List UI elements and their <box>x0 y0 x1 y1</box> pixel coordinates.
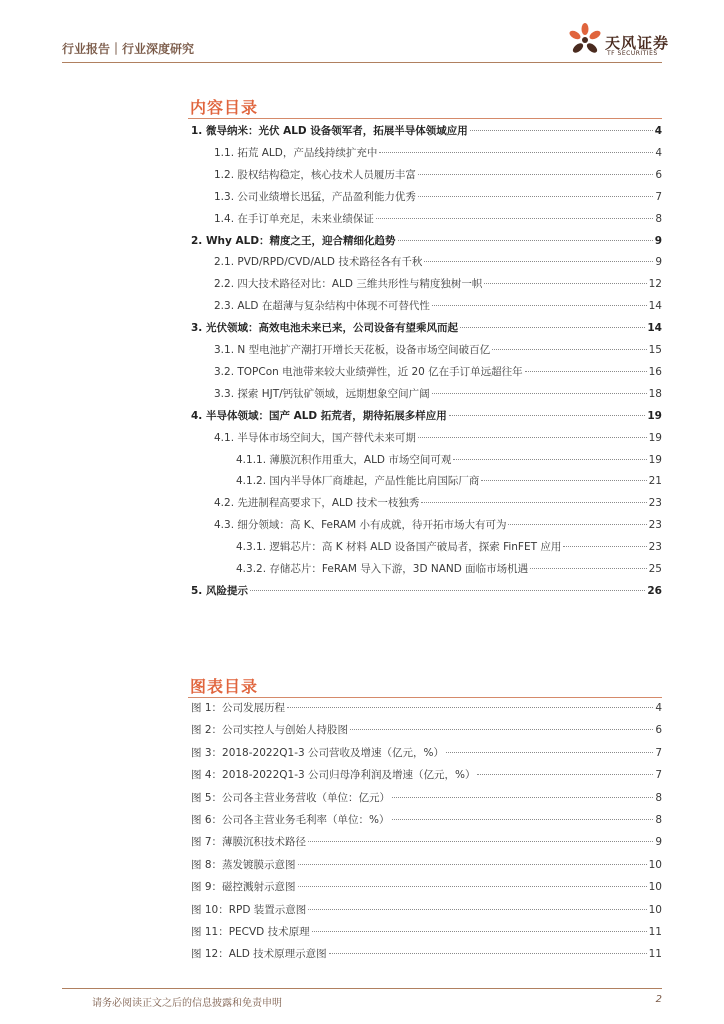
entry-page-number: 4 <box>655 146 662 159</box>
entry-page-number: 23 <box>648 497 662 510</box>
entry-title: 2.1. PVD/RPD/CVD/ALD 技术路径各有千秋 <box>214 256 423 269</box>
dot-leader <box>398 240 653 241</box>
toc-entry[interactable] <box>191 583 662 601</box>
entry-title: 4.2. 先进制程高要求下，ALD 技术一枝独秀 <box>214 497 420 510</box>
entry-title: 图 12：ALD 技术原理示意图 <box>191 948 327 961</box>
entry-title: 2.3. ALD 在超薄与复杂结构中体现不可替代性 <box>214 300 430 313</box>
entry-page-number: 8 <box>655 212 662 225</box>
entry-page-number: 9 <box>655 836 662 849</box>
entry-title: 4.3.2. 存储芯片：FeRAM 导入下游，3D NAND 面临市场机遇 <box>236 563 529 575</box>
entry-page-number: 23 <box>648 541 662 554</box>
dot-leader <box>308 841 653 842</box>
entry-page-number: 19 <box>648 453 662 466</box>
entry-page-number: 14 <box>648 300 662 313</box>
entry-page-number: 6 <box>655 168 662 181</box>
figure-entry[interactable] <box>191 946 662 964</box>
figure-entry[interactable] <box>191 700 662 718</box>
dot-leader <box>287 707 653 708</box>
entry-title: 图 3：2018-2022Q1-3 公司营收及增速（亿元，%） <box>191 746 444 759</box>
toc-entry[interactable] <box>191 123 662 141</box>
entry-page-number: 10 <box>648 858 662 871</box>
dot-leader <box>530 568 646 569</box>
toc-entry[interactable] <box>236 452 662 470</box>
entry-page-number: 25 <box>648 563 662 575</box>
entry-page-number: 26 <box>647 584 662 597</box>
entry-title: 4. 半导体领域：国产 ALD 拓荒者，期待拓展多样应用 <box>191 409 447 422</box>
figure-entry[interactable] <box>191 767 662 785</box>
entry-title: 图 8：蒸发镀膜示意图 <box>191 858 296 871</box>
toc-entry[interactable] <box>191 233 662 251</box>
entry-title: 1.1. 拓荒 ALD，产品线持续扩充中 <box>214 146 378 159</box>
entry-page-number: 12 <box>648 278 662 291</box>
toc-title: 内容目录 <box>190 98 259 117</box>
toc-entry[interactable] <box>214 386 662 404</box>
entry-title: 3. 光伏领域：高效电池未来已来，公司设备有望乘风而起 <box>191 322 458 335</box>
entry-title: 图 11：PECVD 技术原理 <box>191 926 310 938</box>
dot-leader <box>460 327 645 328</box>
toc-entry[interactable] <box>214 167 662 185</box>
entry-page-number: 10 <box>648 881 662 894</box>
dot-leader <box>376 218 653 219</box>
entry-title: 1.3. 公司业绩增长迅猛，产品盈利能力优秀 <box>214 190 416 203</box>
toc-title-rule <box>188 118 662 119</box>
figure-entry[interactable] <box>191 834 662 852</box>
figure-entry[interactable] <box>191 857 662 875</box>
entry-page-number: 15 <box>648 344 662 356</box>
toc-entry[interactable] <box>214 495 662 513</box>
entry-page-number: 4 <box>654 125 662 137</box>
dot-leader <box>424 261 653 262</box>
entry-title: 4.1.2. 国内半导体厂商雄起，产品性能比肩国际厂商 <box>236 475 480 488</box>
toc-entry[interactable] <box>191 320 662 338</box>
entry-title: 1.2. 股权结构稳定，核心技术人员履历丰富 <box>214 168 416 181</box>
dot-leader <box>477 774 653 775</box>
entry-title: 图 2：公司实控人与创始人持股图 <box>191 724 349 737</box>
entry-page-number: 18 <box>648 387 662 400</box>
brand-name-cn: 天风证券 <box>605 34 670 52</box>
entry-page-number: 10 <box>648 903 662 916</box>
dot-leader <box>432 393 647 394</box>
dot-leader <box>312 931 647 932</box>
entry-page-number: 7 <box>655 746 662 759</box>
entry-page-number: 4 <box>655 702 662 714</box>
flower-logo-icon <box>567 22 603 58</box>
entry-page-number: 7 <box>655 190 662 203</box>
toc-entry[interactable] <box>214 364 662 382</box>
entry-page-number: 14 <box>647 322 662 335</box>
toc-entry[interactable] <box>236 473 662 491</box>
dot-leader <box>481 480 646 481</box>
entry-page-number: 11 <box>648 948 662 961</box>
toc-entry[interactable] <box>214 517 662 535</box>
entry-title: 4.1.1. 薄膜沉积作用重大，ALD 市场空间可观 <box>236 453 452 466</box>
entry-title: 图 6：公司各主营业务毛利率（单位：%） <box>191 814 390 826</box>
entry-page-number: 11 <box>648 926 662 938</box>
dot-leader <box>308 909 646 910</box>
dot-leader <box>449 415 646 416</box>
dot-leader <box>432 305 647 306</box>
entry-title: 图 1：公司发展历程 <box>191 702 286 714</box>
entry-page-number: 8 <box>655 791 662 804</box>
page-number: 2 <box>655 994 662 1005</box>
dot-leader <box>379 152 653 153</box>
entry-title: 图 10：RPD 装置示意图 <box>191 903 307 916</box>
figure-entry[interactable] <box>191 812 662 830</box>
figure-entry[interactable] <box>191 924 662 942</box>
entry-title: 2.2. 四大技术路径对比：ALD 三维共形性与精度独树一帜 <box>214 278 483 291</box>
entry-title: 3.3. 探索 HJT/钙钛矿领域，远期想象空间广阔 <box>214 387 430 400</box>
dot-leader <box>418 437 647 438</box>
dot-leader <box>446 752 653 753</box>
dot-leader <box>525 371 647 372</box>
toc-entry[interactable] <box>214 145 662 163</box>
report-category: 行业报告｜行业深度研究 <box>62 42 195 56</box>
toc-entry[interactable] <box>191 408 662 426</box>
entry-title: 4.1. 半导体市场空间大，国产替代未来可期 <box>214 431 416 444</box>
dot-leader <box>421 502 646 503</box>
entry-title: 5. 风险提示 <box>191 584 248 597</box>
dot-leader <box>392 819 654 820</box>
figures-title: 图表目录 <box>190 677 259 696</box>
dot-leader <box>492 349 647 350</box>
figure-entry[interactable] <box>191 902 662 920</box>
dot-leader <box>350 729 653 730</box>
dot-leader <box>484 283 646 284</box>
dot-leader <box>298 864 647 865</box>
entry-title: 2. Why ALD：精度之王，迎合精细化趋势 <box>191 234 396 247</box>
toc-entry[interactable] <box>214 342 662 360</box>
footer-divider <box>62 988 662 989</box>
entry-page-number: 16 <box>648 365 662 378</box>
footer-disclaimer: 请务必阅读正文之后的信息披露和免责申明 <box>92 998 282 1009</box>
entry-page-number: 6 <box>655 724 662 737</box>
entry-page-number: 19 <box>647 409 662 422</box>
dot-leader <box>250 590 645 591</box>
brand-name-en: TF SECURITIES <box>607 50 658 57</box>
toc-entry[interactable] <box>214 189 662 207</box>
toc-entry[interactable] <box>236 539 662 557</box>
figure-entry[interactable] <box>191 722 662 740</box>
dot-leader <box>392 797 653 798</box>
entry-title: 4.3.1. 逻辑芯片：高 K 材料 ALD 设备国产破局者，探索 FinFET 应用 <box>236 541 562 554</box>
dot-leader <box>470 130 653 131</box>
entry-title: 图 5：公司各主营业务营收（单位：亿元） <box>191 791 391 804</box>
entry-title: 图 9：磁控溅射示意图 <box>191 881 296 894</box>
dot-leader <box>298 886 647 887</box>
toc-entry[interactable] <box>236 561 662 579</box>
toc-entry[interactable] <box>214 298 662 316</box>
figure-entry[interactable] <box>191 745 662 763</box>
figures-title-rule <box>188 697 662 698</box>
toc-entry[interactable] <box>214 430 662 448</box>
dot-leader <box>418 196 653 197</box>
dot-leader <box>453 459 646 460</box>
header-divider <box>62 62 662 63</box>
brand-logo <box>567 22 677 62</box>
figure-entry[interactable] <box>191 790 662 808</box>
entry-title: 图 4：2018-2022Q1-3 公司归母净利润及增速（亿元，%） <box>191 769 476 782</box>
entry-title: 1. 微导纳米：光伏 ALD 设备领军者，拓展半导体领域应用 <box>191 125 468 137</box>
entry-page-number: 7 <box>655 769 662 782</box>
entry-title: 图 7：薄膜沉积技术路径 <box>191 836 307 849</box>
dot-leader <box>329 953 647 954</box>
toc-entry[interactable] <box>214 211 662 229</box>
entry-title: 3.1. N 型电池扩产潮打开增长天花板，设备市场空间破百亿 <box>214 344 491 356</box>
entry-title: 4.3. 细分领域：高 K、FeRAM 小有成就，待开拓市场大有可为 <box>214 519 507 532</box>
dot-leader <box>508 524 646 525</box>
entry-page-number: 8 <box>655 814 662 826</box>
entry-title: 3.2. TOPCon 电池带来较大业绩弹性，近 20 亿在手订单远超往年 <box>214 365 523 378</box>
entry-page-number: 21 <box>648 475 662 488</box>
entry-title: 1.4. 在手订单充足，未来业绩保证 <box>214 212 374 225</box>
toc-entry[interactable] <box>214 276 662 294</box>
entry-page-number: 19 <box>648 431 662 444</box>
dot-leader <box>563 546 646 547</box>
entry-page-number: 23 <box>648 519 662 532</box>
entry-page-number: 9 <box>655 256 662 269</box>
toc-entry[interactable] <box>214 254 662 272</box>
dot-leader <box>418 174 653 175</box>
figure-entry[interactable] <box>191 879 662 897</box>
entry-page-number: 9 <box>654 234 662 247</box>
